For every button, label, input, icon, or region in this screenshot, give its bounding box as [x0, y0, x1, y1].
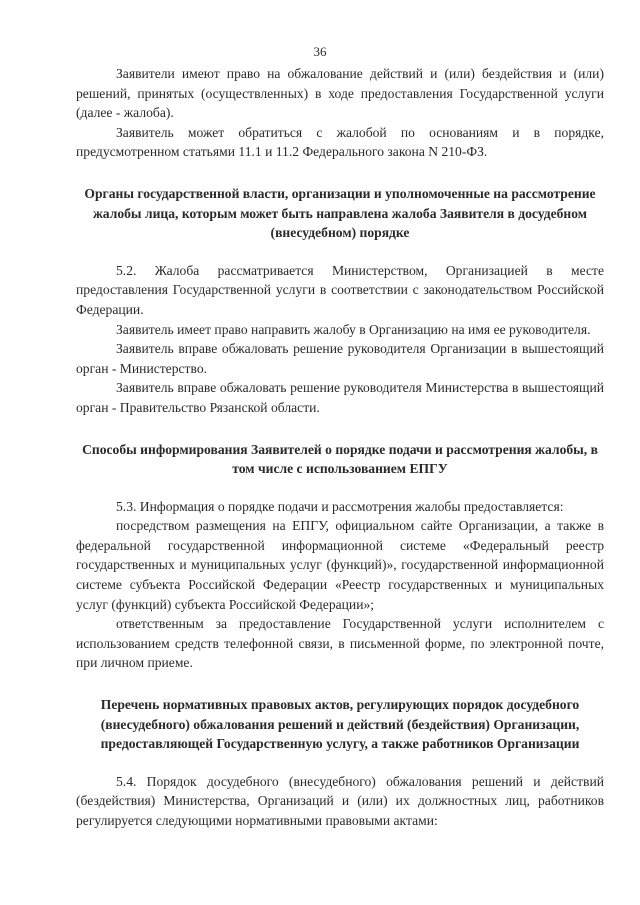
document-body [76, 64, 604, 831]
paragraph-5-4: 5.4. Порядок досудебного (внесудебного) обжалования решений и действий (бездействия) Министерства, Организаций и (или) их должностных лиц, работников регулируется следующими нормативными правовыми актами: [76, 773, 604, 828]
paragraph-5-2: 5.2. Жалоба рассматривается Министерством, Организацией в месте предоставления Государственной услуги в соответствии с законодательством Российской Федерации. [76, 262, 604, 317]
heading-legal-acts: Перечень нормативных правовых актов, регулирующих порядок досудебного (внесудебного) обжалования решений и действий (бездействия) Организации, предоставляющей Государственную услугу, а также работников Организации [100, 697, 580, 752]
paragraph-appeal-ministry: Заявитель вправе обжаловать решение руководителя Организации в вышестоящий орган - Министерство. [76, 341, 604, 376]
paragraph-appeal-grounds: Заявитель может обратиться с жалобой по основаниям и в порядке, предусмотренном статьями 11.1 и 11.2 Федерального закона N 210-ФЗ. [76, 124, 604, 160]
paragraph-appeal-government: Заявитель вправе обжаловать решение руководителя Министерства в вышестоящий орган - Правительство Рязанской области. [76, 380, 604, 415]
paragraph-5-3: 5.3. Информация о порядке подачи и рассмотрения жалобы предоставляется: [116, 498, 564, 514]
heading-authorities: Органы государственной власти, организации и уполномоченные на рассмотрение жалобы лица, которым может быть направлена жалоба Заявителя в досудебном (внесудебном) порядке [84, 185, 596, 241]
paragraph-appeal-right: Заявители имеют право на обжалование действий и (или) бездействия и (или) решений, принятых (осуществленных) в ходе предоставления Государственной услуги (далее - жалоба). [76, 66, 604, 121]
paragraph-executor-contact: ответственным за предоставление Государственной услуги исполнителем с использованием средств телефонной связи, в письменной форме, по электронной почте, при личном приеме. [76, 616, 604, 671]
paragraph-epgu-placement: посредством размещения на ЕПГУ, официальном сайте Организации, а также в федеральной государственной информационной системе «Федеральный реестр государственных и муниципальных услуг (функций)», государственной информационной системе субъекта Российской Федерации «Реестр государственных и муниципальных услуг (функций) субъекта Российской Федерации»; [76, 518, 604, 612]
heading-informing-methods: Способы информирования Заявителей о порядке подачи и рассмотрения жалобы, в том числе с использованием ЕПГУ [82, 441, 598, 477]
paragraph-appeal-to-head: Заявитель имеет право направить жалобу в Организацию на имя ее руководителя. [116, 321, 591, 337]
page-number: 36 [313, 44, 327, 59]
